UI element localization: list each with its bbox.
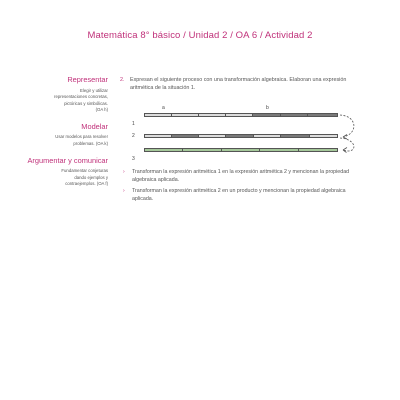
bar-segment — [172, 135, 199, 137]
transform-arrows — [338, 108, 360, 158]
bar-segment — [145, 135, 172, 137]
bar-row-1 — [144, 113, 338, 117]
row-label-3: 3 — [132, 156, 135, 163]
dashed-arrow-2 — [340, 138, 354, 151]
instruction-text: Transforman la expresión aritmética 1 en la expresión aritmética 2 y mencionan la propiedad algebraica aplicada. — [132, 169, 350, 184]
question-number: 2. — [120, 77, 125, 83]
page-title: Matemática 8° básico / Unidad 2 / OA 6 / Actividad 2 — [87, 30, 313, 41]
bar-segment — [183, 149, 221, 151]
row-label-2: 2 — [132, 133, 135, 140]
instruction-text: Transforman la expresión aritmética 2 en un producto y mencionan la propiedad algebraica aplicada. — [132, 188, 346, 203]
instruction-list — [120, 168, 360, 203]
bar-row-2 — [144, 134, 338, 138]
skill-name: Representar — [67, 75, 108, 84]
bar-segment — [145, 114, 172, 116]
row-label-1: 1 — [132, 121, 135, 128]
bar-segment — [299, 149, 337, 151]
bar-segment — [281, 135, 310, 137]
dashed-arrow-1 — [340, 115, 354, 137]
chevron-right-icon: › — [123, 188, 125, 195]
skill-description: Fundamentar conjeturas dando ejemplos y contraejemplos. (OA f) — [61, 168, 108, 187]
bar-segment — [253, 114, 282, 116]
label-a: a — [162, 105, 165, 112]
bar-segment — [310, 135, 337, 137]
label-b: b — [266, 105, 269, 112]
skill-name: Modelar — [81, 121, 108, 131]
bar-segment — [254, 135, 281, 137]
bar-segment — [199, 135, 226, 137]
problem-statement — [120, 76, 360, 92]
bar-segment — [281, 114, 308, 116]
bar-segment — [260, 149, 298, 151]
arrowhead-2 — [343, 148, 347, 153]
list-item — [120, 187, 360, 203]
bar-segment — [226, 135, 255, 137]
skill-description: Usar modelos para resolver problemas. (OA k) — [55, 134, 108, 146]
bar-diagram — [120, 102, 360, 162]
skill-argumentar — [12, 157, 108, 188]
skill-representar — [12, 76, 108, 114]
statement-text: Expresan el siguiente proceso con una transformación algebraica. Elaboran una expresión aritmética de la situación 1. — [130, 77, 347, 92]
skill-name: Argumentar y comunicar — [27, 155, 108, 165]
bar-segment — [222, 149, 260, 151]
activity-content — [120, 76, 360, 206]
chevron-right-icon: › — [123, 169, 125, 176]
skills-sidebar — [12, 76, 108, 197]
list-item — [120, 168, 360, 184]
bar-segment — [226, 114, 253, 116]
skill-modelar — [12, 123, 108, 148]
bar-segment — [308, 114, 337, 116]
bar-segment — [172, 114, 199, 116]
bar-segment — [199, 114, 226, 116]
arrowhead-1 — [343, 135, 347, 140]
bar-row-3 — [144, 148, 338, 152]
skill-description: Elegir y utilizar representaciones concretas, pictóricas y simbólicas. (OA h) — [54, 87, 108, 113]
bar-segment — [145, 149, 183, 151]
